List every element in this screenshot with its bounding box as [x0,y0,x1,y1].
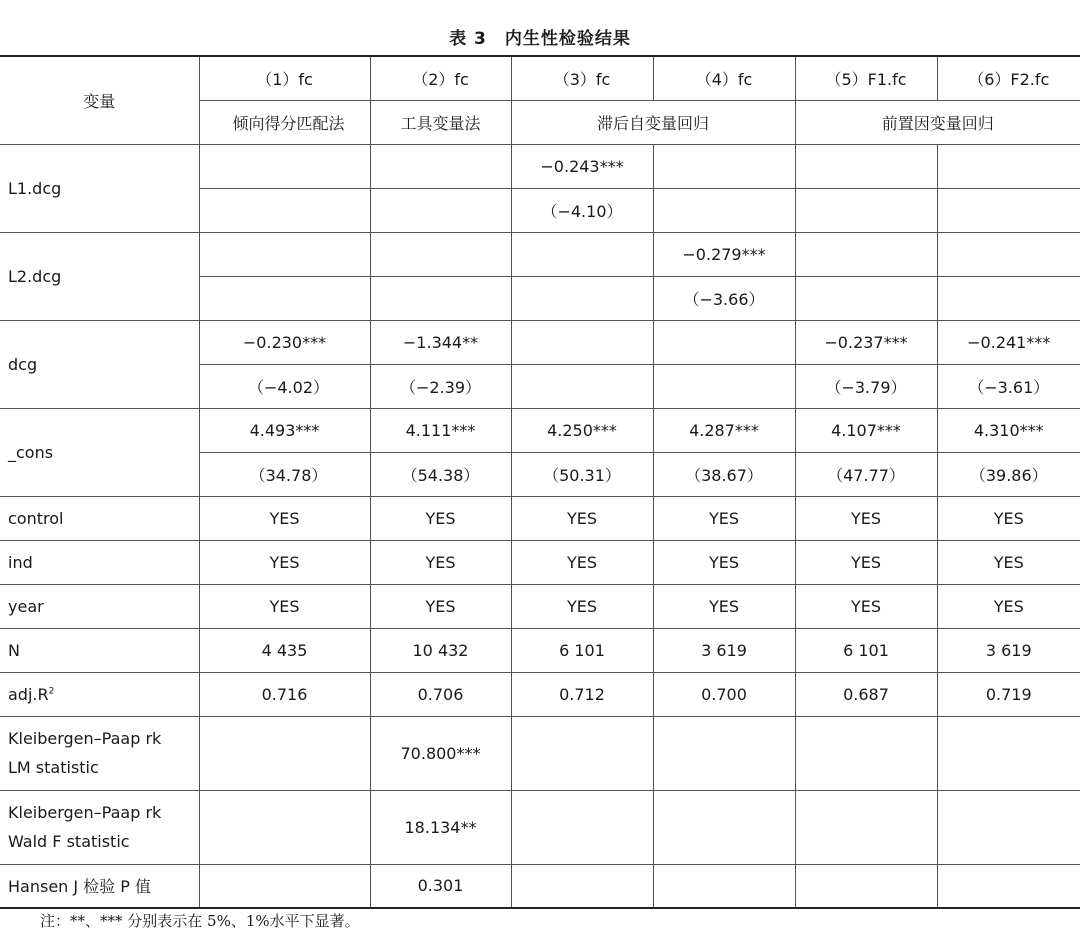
coef-cell [937,144,1080,188]
tstat-cell [795,276,937,320]
tstat-cell [511,364,653,408]
value-cell: 18.134** [370,790,511,864]
value-cell: YES [511,496,653,540]
value-cell: YES [937,540,1080,584]
row-label-dcg: dcg [0,320,199,408]
coef-cell [511,320,653,364]
tstat-cell [511,276,653,320]
tstat-cell [653,188,795,232]
method-iv: 工具变量法 [370,100,511,144]
coef-cell: 4.107*** [795,408,937,452]
tstat-cell: （38.67） [653,452,795,496]
tstat-cell: （47.77） [795,452,937,496]
value-cell: 4 435 [199,628,370,672]
coef-cell [370,144,511,188]
tstat-cell: （−3.79） [795,364,937,408]
value-cell: 10 432 [370,628,511,672]
value-cell: YES [653,496,795,540]
value-cell: YES [511,584,653,628]
coef-cell: 4.287*** [653,408,795,452]
tstat-cell: （54.38） [370,452,511,496]
coef-cell: 4.250*** [511,408,653,452]
value-cell: 3 619 [653,628,795,672]
tstat-cell: （−2.39） [370,364,511,408]
coef-cell [199,232,370,276]
value-cell: 0.719 [937,672,1080,716]
coef-cell: −0.230*** [199,320,370,364]
tstat-cell [199,188,370,232]
coef-cell [795,232,937,276]
value-cell: YES [199,496,370,540]
value-cell: 0.687 [795,672,937,716]
col-header-4: （4）fc [653,56,795,100]
value-cell: YES [795,540,937,584]
col-header-2: （2）fc [370,56,511,100]
value-cell: YES [795,496,937,540]
tstat-cell: （50.31） [511,452,653,496]
tstat-cell: （−3.66） [653,276,795,320]
value-cell: YES [370,540,511,584]
tstat-cell [937,276,1080,320]
row-label-control: control [0,496,199,540]
coef-cell: 4.310*** [937,408,1080,452]
row-label-year: year [0,584,199,628]
header-variable: 变量 [0,56,199,144]
value-cell: 0.712 [511,672,653,716]
table-title: 表 3 内生性检验结果 [449,29,631,49]
value-cell: 3 619 [937,628,1080,672]
coef-cell [511,232,653,276]
kp-wald-label-line2: Wald F statistic [8,832,130,851]
coef-cell [653,144,795,188]
row-label-kp-wald [0,790,199,864]
results-table [0,55,1080,909]
value-cell: YES [370,584,511,628]
value-cell: YES [199,584,370,628]
tstat-cell: （−4.10） [511,188,653,232]
coef-cell: −0.243*** [511,144,653,188]
value-cell: 6 101 [511,628,653,672]
value-cell: YES [199,540,370,584]
value-cell: YES [937,496,1080,540]
tstat-cell [370,188,511,232]
col-header-5: （5）F1.fc [795,56,937,100]
tstat-cell [199,276,370,320]
row-label-l2dcg: L2.dcg [0,232,199,320]
value-cell: YES [370,496,511,540]
tstat-cell: （−3.61） [937,364,1080,408]
col-header-3: （3）fc [511,56,653,100]
col-header-1: （1）fc [199,56,370,100]
coef-cell: −1.344** [370,320,511,364]
value-cell: 0.700 [653,672,795,716]
tstat-cell [370,276,511,320]
method-lead: 前置因变量回归 [795,100,1080,144]
row-label-cons: _cons [0,408,199,496]
table-note: 注：**、*** 分别表示在 5%、1%水平下显著。 [40,912,360,930]
coef-cell: −0.237*** [795,320,937,364]
coef-cell [199,144,370,188]
row-label-adjr2 [0,672,199,716]
coef-cell [795,144,937,188]
kp-wald-label-line1: Kleibergen–Paap rk [8,803,162,822]
coef-cell [653,320,795,364]
row-label-l1dcg: L1.dcg [0,144,199,232]
value-cell: YES [937,584,1080,628]
tstat-cell: （−4.02） [199,364,370,408]
adjr2-superscript: 2 [48,686,55,697]
tstat-cell [795,188,937,232]
value-cell: YES [653,540,795,584]
kp-lm-label-line1: Kleibergen–Paap rk [8,729,162,748]
value-cell: 0.716 [199,672,370,716]
row-label-ind: ind [0,540,199,584]
coef-cell: −0.241*** [937,320,1080,364]
tstat-cell [653,364,795,408]
coef-cell [370,232,511,276]
value-cell: YES [795,584,937,628]
value-cell: 0.301 [370,864,511,908]
row-label-n: N [0,628,199,672]
row-label-kp-lm [0,716,199,790]
row-label-hansen: Hansen J 检验 P 值 [0,864,199,908]
tstat-cell: （39.86） [937,452,1080,496]
method-lagged: 滞后自变量回归 [511,100,795,144]
value-cell: 6 101 [795,628,937,672]
kp-lm-label-line2: LM statistic [8,758,99,777]
value-cell: 0.706 [370,672,511,716]
coef-cell: 4.111*** [370,408,511,452]
value-cell: YES [511,540,653,584]
coef-cell: −0.279*** [653,232,795,276]
col-header-6: （6）F2.fc [937,56,1080,100]
value-cell: YES [653,584,795,628]
tstat-cell: （34.78） [199,452,370,496]
tstat-cell [937,188,1080,232]
coef-cell: 4.493*** [199,408,370,452]
method-psm: 倾向得分匹配法 [199,100,370,144]
coef-cell [937,232,1080,276]
value-cell: 70.800*** [370,716,511,790]
adjr2-label-text: adj.R [8,684,49,704]
